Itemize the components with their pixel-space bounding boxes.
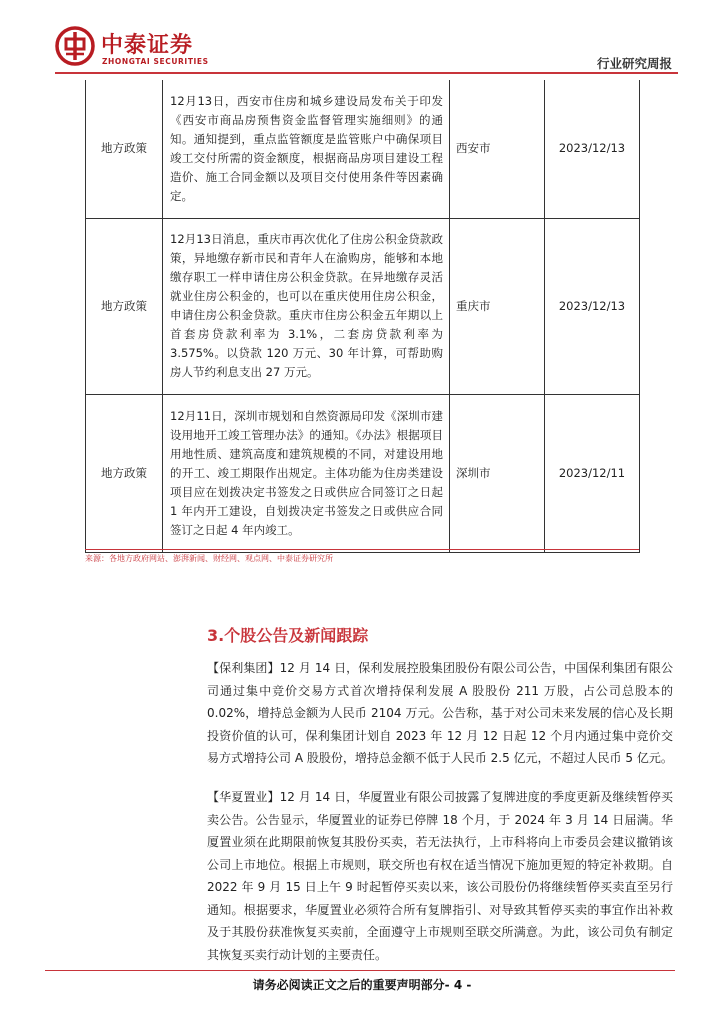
table-row <box>86 80 640 218</box>
policy-type-cell: 地方政策 <box>86 80 163 218</box>
policy-content-cell: 12月13日，西安市住房和城乡建设局发布关于印发《西安市商品房预售资金监督管理实施细则》的通知。通知提到，重点监管额度是监管账户中确保项目竣工交付所需的资金额度，根据商品房项目建设工程造价、施工合同金额以及项目交付使用条件等因素确定。 <box>163 80 450 218</box>
policy-date-cell: 2023/12/13 <box>545 218 640 394</box>
policy-type-cell: 地方政策 <box>86 394 163 552</box>
page-header <box>55 24 680 74</box>
news-tag: 【华夏置业】 <box>207 790 280 804</box>
policy-content-cell: 12月13日消息，重庆市再次优化了住房公积金贷款政策，异地缴存新市民和青年人在渝购房，能够和本地缴存职工一样申请住房公积金贷款。在异地缴存灵活就业住房公积金的，也可以在重庆使用住房公积金，申请住房公积金贷款。重庆市住房公积金五年期以上首套房贷款利率为 3.1%，二套房贷款利率为 3.575%。以贷款 120 万元、30 年计算，可帮助购房人节约利息支出 27 万元。 <box>163 218 450 394</box>
table-source-note: 来源：各地方政府网站、澎湃新闻、财经网、观点网、中泰证券研究所 <box>85 554 333 563</box>
table-row <box>86 218 640 394</box>
policy-content-cell: 12月11日，深圳市规划和自然资源局印发《深圳市建设用地开工竣工管理办法》的通知。《办法》根据项目用地性质、建筑高度和建筑规模的不同，对建设用地的开工、竣工期限作出规定。主体功能为住房类建设项目应在划拨决定书签发之日或供应合同签订之日起 1 年内开工建设，自划拨决定书签发之日或供应合同签订之日起 4 年内竣工。 <box>163 394 450 552</box>
zhongtai-logo-icon <box>55 26 95 66</box>
footer-divider <box>45 970 675 971</box>
policy-table <box>85 80 640 553</box>
news-text: 12 月 14 日，保利发展控股集团股份有限公司公告，中国保利集团有限公司通过集中竞价交易方式首次增持保利发展 A 股股份 211 万股，占公司总股本的 0.02%，增持总金额为人民币 2104 万元。公告称，基于对公司未来发展的信心及长期投资价值的认可，保利集团计划自 2023 年 12 月 12 日起 12 个月内通过集中竞价交易方式增持公司 A 股股份，增持总金额不低于人民币 2.5 亿元，不超过人民币 5 亿元。 <box>207 661 673 765</box>
policy-date-cell: 2023/12/13 <box>545 80 640 218</box>
brand-name-cn: 中泰证券 <box>101 33 194 58</box>
policy-city-cell: 深圳市 <box>450 394 545 552</box>
policy-date-cell: 2023/12/11 <box>545 394 640 552</box>
brand-name-en: ZHONGTAI SECURITIES <box>102 57 209 66</box>
disclaimer-note: 请务必阅读正文之后的重要声明部分 <box>252 978 445 992</box>
policy-city-cell: 重庆市 <box>450 218 545 394</box>
table-row <box>86 394 640 552</box>
report-type-label: 行业研究周报 <box>596 56 672 71</box>
page-footer <box>0 976 724 993</box>
header-divider <box>55 72 678 74</box>
section-title: 3.个股公告及新闻跟踪 <box>207 626 369 645</box>
news-paragraph <box>207 657 673 770</box>
policy-city-cell: 西安市 <box>450 80 545 218</box>
policy-type-cell: 地方政策 <box>86 218 163 394</box>
page-number: - 4 - <box>444 978 472 992</box>
news-tag: 【保利集团】 <box>207 661 280 675</box>
news-text: 12 月 14 日，华厦置业有限公司披露了复牌进度的季度更新及继续暂停买卖公告。公告显示，华厦置业的证券已停牌 18 个月，于 2024 年 3 月 14 日届满。华厦置业须在此期限前恢复其股份买卖，若无法执行，上市科将向上市委员会建议撤销该公司上市地位。根据上市规则，联交所也有权在适当情况下施加更短的特定补救期。自 2022 年 9 月 15 日上午 9 时起暂停买卖以来，该公司股份仍将继续暂停买卖直至另行通知。根据要求，华厦置业必须符合所有复牌指引、对导致其暂停买卖的事宜作出补救及于其股份获准恢复买卖前，全面遵守上市规则至联交所满意。为此，该公司负有制定其恢复买卖行动计划的主要责任。 <box>207 790 673 962</box>
source-divider <box>85 549 639 550</box>
news-paragraph <box>207 786 673 966</box>
